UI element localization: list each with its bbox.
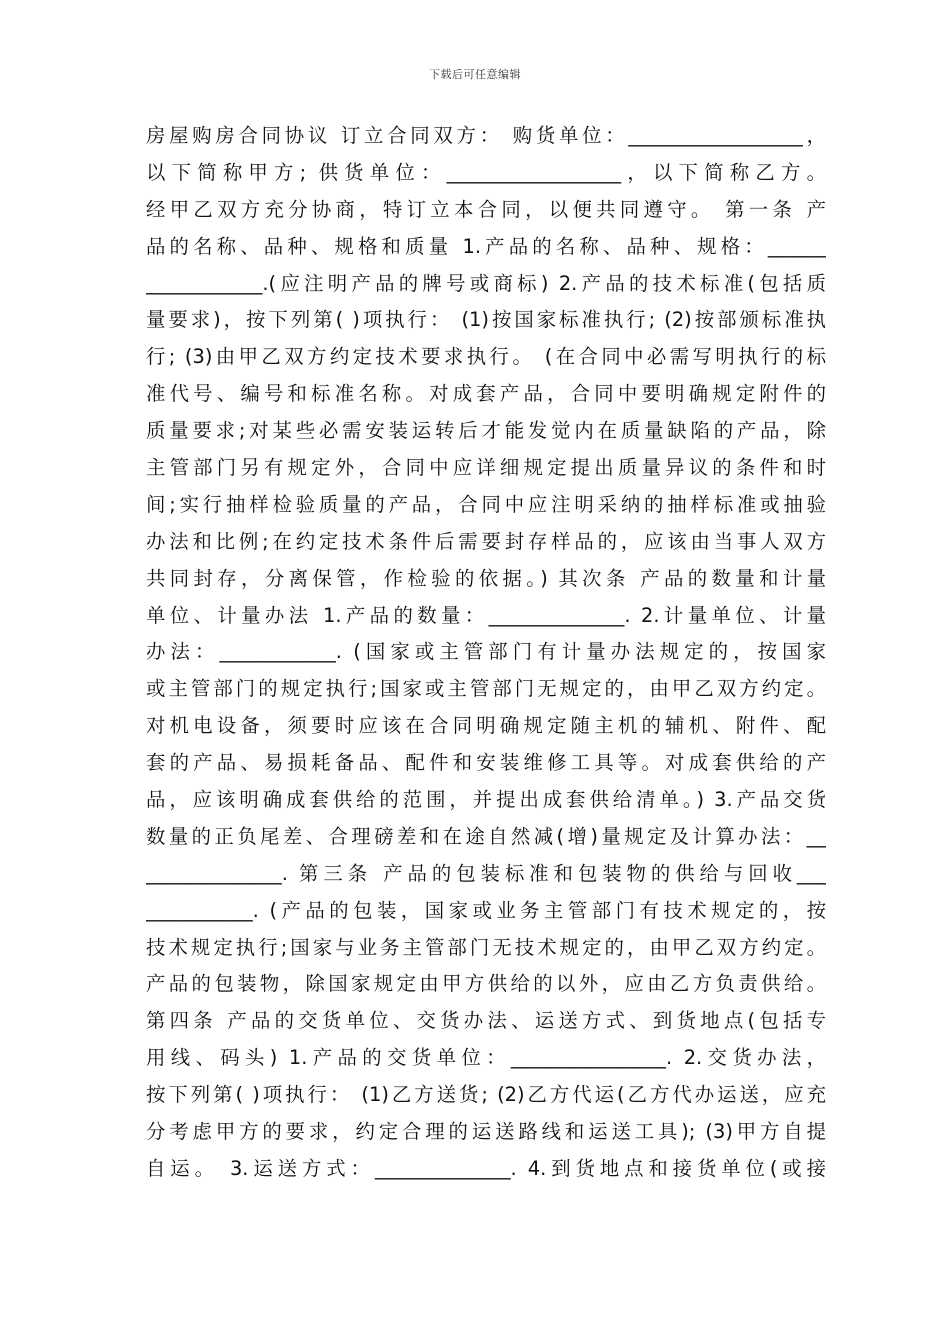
contract-body-text	[146, 118, 826, 1188]
text-line: 以下简称甲方; 供货单位：__________________，以下简称乙方。	[146, 160, 826, 184]
text-line: 经甲乙双方充分协商，特订立本合同，以便共同遵守。 第一条 产	[146, 197, 826, 221]
text-line: 对机电设备，须要时应该在合同明确规定随主机的辅机、附件、配	[146, 714, 826, 738]
text-line: 用线、码头) 1.产品的交货单位：________________. 2.交货办法，	[146, 1046, 826, 1070]
text-line: 房屋购房合同协议 订立合同双方： 购货单位：__________________，	[146, 124, 826, 147]
text-line: 办法和比例;在约定技术条件后需要封存样品的，应该由当事人双方	[146, 529, 826, 553]
text-line: ____________.(应注明产品的牌号或商标) 2.产品的技术标准(包括质	[146, 271, 826, 295]
text-line: 数量的正负尾差、合理磅差和在途自然减(增)量规定及计算办法：__	[146, 824, 826, 848]
text-line: 量要求)，按下列第( )项执行： (1)按国家标准执行; (2)按部颁标准执	[146, 308, 826, 332]
text-line: 按下列第( )项执行： (1)乙方送货; (2)乙方代运(乙方代办运送，应充	[146, 1083, 826, 1107]
text-line: 品，应该明确成套供给的范围，并提出成套供给清单。) 3.产品交货	[146, 788, 826, 812]
text-line: ______________. 第三条 产品的包装标准和包装物的供给与回收___	[146, 861, 826, 885]
text-line: 共同封存，分离保管，作检验的依据。) 其次条 产品的数量和计量	[146, 566, 826, 590]
text-line: 品的名称、品种、规格和质量 1.产品的名称、品种、规格：______	[146, 234, 826, 258]
text-line: 准代号、编号和标准名称。对成套产品，合同中要明确规定附件的	[146, 382, 826, 406]
text-line: 产品的包装物，除国家规定由甲方供给的以外，应由乙方负责供给。	[146, 972, 826, 996]
text-line: 间;实行抽样检验质量的产品，合同中应注明采纳的抽样标准或抽验	[146, 492, 826, 516]
text-line: 套的产品、易损耗备品、配件和安装维修工具等。对成套供给的产	[146, 751, 826, 775]
text-line: 第四条 产品的交货单位、交货办法、运送方式、到货地点(包括专	[146, 1009, 826, 1033]
text-line: 自运。 3.运送方式：______________. 4.到货地点和接货单位(或接	[146, 1156, 826, 1180]
text-line: 质量要求;对某些必需安装运转后才能发觉内在质量缺陷的产品，除	[146, 419, 826, 443]
text-line: 单位、计量办法 1.产品的数量：______________. 2.计量单位、计量	[146, 603, 826, 627]
text-line: 技术规定执行;国家与业务主管部门无技术规定的，由甲乙双方约定。	[146, 935, 826, 959]
text-line: ___________. (产品的包装，国家或业务主管部门有技术规定的，按	[146, 898, 826, 922]
text-line: 行; (3)由甲乙双方约定技术要求执行。 (在合同中必需写明执行的标	[146, 345, 826, 369]
page-header-note: 下载后可任意编辑	[429, 68, 521, 81]
text-line: 办法：____________. (国家或主管部门有计量办法规定的，按国家	[146, 640, 826, 664]
text-line: 分考虑甲方的要求，约定合理的运送路线和运送工具); (3)甲方自提	[146, 1120, 826, 1144]
text-line: 或主管部门的规定执行;国家或主管部门无规定的，由甲乙双方约定。	[146, 677, 826, 701]
text-line: 主管部门另有规定外，合同中应详细规定提出质量异议的条件和时	[146, 456, 826, 480]
